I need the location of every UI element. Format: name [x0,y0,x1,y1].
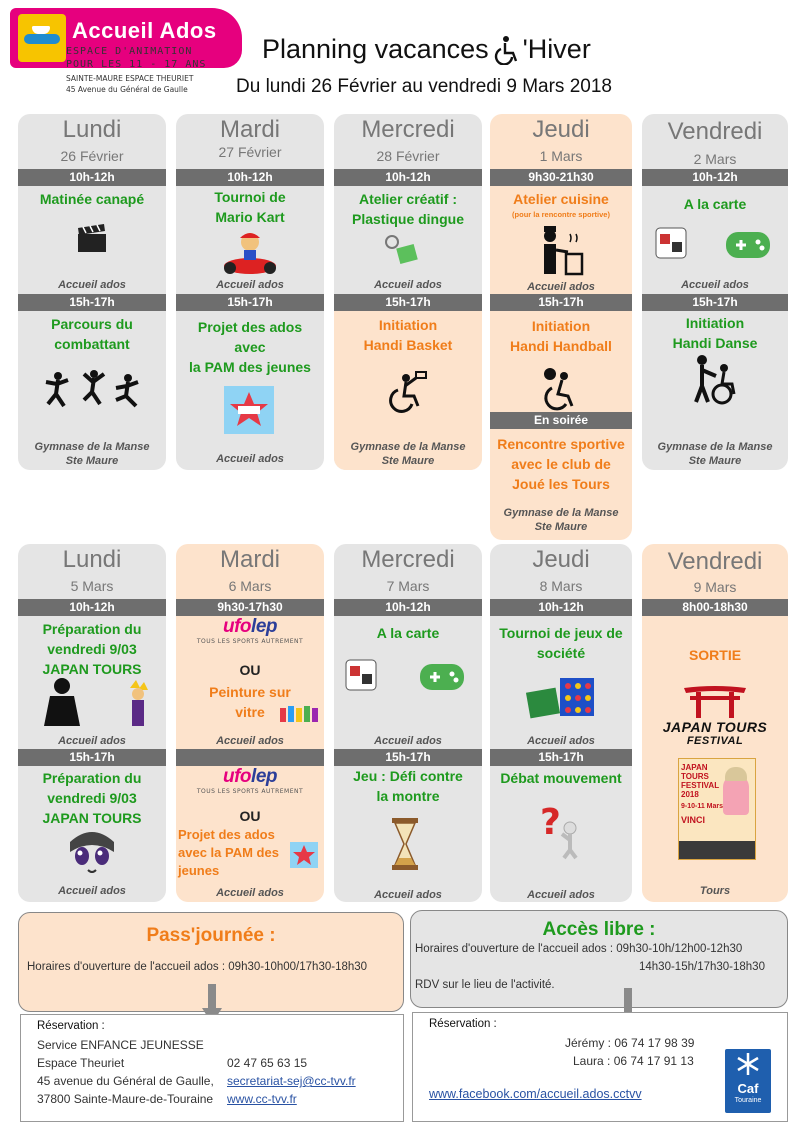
day-mardi-6 [176,544,324,902]
day-name: Jeudi [532,116,590,143]
day-date: 7 Mars [386,578,430,594]
am-activity: Tournoi de jeux de société [499,625,623,661]
pm-time-bar: 15h-17h [176,294,324,311]
logo-line-1: ESPACE D'ANIMATION [66,46,193,57]
jeremy-phone: Jérémy : 06 74 17 98 39 [565,1036,695,1050]
page-subtitle: Du lundi 26 Février au vendredi 9 Mars 2018 [236,76,612,97]
day-name: Vendredi [667,118,763,145]
am-location: Accueil ados [374,279,442,291]
acces-libre-panel [410,910,788,1008]
am-activity: Tournoi de Mario Kart [214,189,286,225]
am-activity: A la carte [683,196,747,212]
am-location: Accueil ados [527,735,595,747]
pm-activity: Initiation Handi Danse [672,315,758,351]
acces-libre-rdv: RDV sur le lieu de l'activité. [415,979,555,991]
plastique-dingue-icon [384,234,418,266]
day-jeudi-1 [490,114,632,540]
pam-jeunes-icon [224,386,274,434]
title-left: Planning vacances [262,34,489,64]
pm-time-bar: 15h-17h [18,749,166,766]
acces-libre-hours-1: Horaires d'ouverture de l'accueil ados : 09h30-10h/12h00-12h30 [415,943,743,955]
am-time-bar: 10h-12h [176,169,324,186]
am-location: Accueil ados [216,279,284,291]
pm-location: Gymnase de la Manse Ste Maure [657,441,773,467]
day-vendredi-9 [642,544,788,902]
pass-journee-title: Pass'journée : [146,925,276,946]
pm-location: Gymnase de la Manse Ste Maure [350,441,466,467]
day-name: Vendredi [667,548,763,575]
am-activity: A la carte [376,625,440,641]
am-time-bar: 10h-12h [334,169,482,186]
board-games-icon [526,674,598,720]
am-activity: Atelier créatif : Plastique dingue [351,191,464,227]
jumping-people-icon [42,370,142,414]
phone-number: 02 47 65 63 15 [227,1056,308,1070]
logo-title: Accueil Ados [72,18,217,43]
day-jeudi-8 [490,544,632,902]
evening-activity: Rencontre sportive avec le club de Joué les Tours [497,436,625,492]
handi-danse-icon [692,354,738,406]
am-activity: Atelier cuisine [513,191,609,207]
board-and-video-games-icon [654,224,774,264]
day-mardi-27 [176,114,324,470]
day-name: Mardi [219,546,280,573]
pm-activity: Jeu : Défi contre la montre [353,768,463,804]
chef-cooking-icon [538,222,584,278]
day-vendredi-2 [642,114,788,470]
day-date: 1 Mars [539,148,583,164]
ufolep-logo-pm: ufolep TOUS LES SPORTS AUTREMENT [196,766,304,795]
pm-time-bar: 15h-17h [18,294,166,311]
street-address: 45 avenue du Général de Gaulle, [37,1074,214,1088]
day-date: 28 Février [376,148,440,164]
service-name: Service ENFANCE JEUNESSE [37,1038,204,1052]
day-date: 8 Mars [539,578,583,594]
building-name: Espace Theuriet [37,1056,125,1070]
day-mercredi-28 [334,114,482,470]
reservation-label: Réservation : [429,1018,497,1030]
am-activity: Peinture sur vitre [209,684,291,720]
pass-journee-hours: Horaires d'ouverture de l'accueil ados : 09h30-10h00/17h30-18h30 [27,961,368,973]
pm-time-bar: 15h-17h [642,294,788,311]
clapperboard-icon [76,222,108,254]
day-name: Mercredi [361,546,455,573]
pm-location: Gymnase de la Manse Ste Maure [34,441,150,467]
mario-kart-icon [220,228,280,276]
day-lundi-26 [18,114,166,470]
pm-activity: Initiation Handi Handball [510,318,612,354]
am-location: Accueil ados [681,279,749,291]
pm-location: Accueil ados [374,889,442,901]
am-location: Accueil ados [58,735,126,747]
manga-face-icon [64,828,120,878]
am-location: Accueil ados [527,281,595,293]
day-name: Lundi [62,116,122,143]
reservation-left-box [20,1014,404,1122]
logo-line-2: POUR LES 11 - 17 ANS [66,59,207,70]
pm-time-bar: 15h-17h [334,749,482,766]
pm-location: Tours [699,885,731,897]
pm-time-bar: 15h-17h [490,294,632,311]
pm-activity: Préparation du vendredi 9/03 JAPAN TOURS [42,770,142,826]
or-separator: OU [239,662,261,678]
accueil-ados-logo [10,8,248,104]
am-activity: Matinée canapé [39,191,145,207]
day-date: 9 Mars [693,579,737,595]
pm-activity: Initiation Handi Basket [363,317,453,353]
day-date: 6 Mars [228,578,272,594]
title-right: 'Hiver [522,34,591,64]
pm-activity: Projet des ados avec la PAM des jeunes [189,319,311,375]
caf-snowflake-icon [725,1049,771,1079]
day-name: Mercredi [361,116,455,143]
handi-basket-icon [384,370,428,414]
am-time-bar: 10h-12h [642,169,788,186]
svg-text:?: ? [540,802,561,843]
day-date: 27 Février [218,144,282,160]
reservation-right-box [412,1012,788,1122]
logo-line-3: SAINTE-MAURE ESPACE THEURIET [66,74,194,83]
torii-gate-icon [682,684,748,718]
day-name: Lundi [62,546,122,573]
wheelchair-icon [491,35,521,65]
manga-characters-icon [40,676,150,730]
am-time-bar: 10h-12h [334,599,482,616]
evening-time-bar: En soirée [490,412,632,429]
sainte-maure-badge-icon [18,14,66,62]
am-note: (pour la rencontre sportive) [512,210,610,219]
hourglass-icon [390,818,420,870]
pam-jeunes-small-icon [290,842,318,868]
handi-handball-icon [536,366,584,412]
am-activity: SORTIE [688,647,742,663]
am-time-bar: 8h00-18h30 [642,599,788,616]
day-mercredi-7 [334,544,482,902]
am-time-bar: 9h30-21h30 [490,169,632,186]
japan-tours-logo: JAPAN TOURS FESTIVAL [662,719,768,747]
pm-time-bar [176,749,324,766]
day-lundi-5 [18,544,166,902]
acces-libre-hours-2: 14h30-15h/17h30-18h30 [639,961,765,973]
email-link[interactable]: secretariat-sej@cc-tvv.fr [227,1074,356,1088]
japan-tours-poster: JAPAN TOURS FESTIVAL 2018 9-10-11 Mars VINCI [678,758,756,860]
facebook-link[interactable]: www.facebook.com/accueil.ados.cctvv [429,1087,642,1101]
question-mark-person-icon [536,800,582,860]
day-name: Jeudi [532,546,590,573]
page-title [262,34,782,65]
am-location: Accueil ados [58,279,126,291]
day-date: 26 Février [60,148,124,164]
am-location: Accueil ados [216,735,284,747]
laura-phone: Laura : 06 74 17 91 13 [573,1054,694,1068]
city-address: 37800 Sainte-Maure-de-Touraine [37,1092,214,1106]
pm-location: Gymnase de la Manse Ste Maure [503,507,619,533]
day-date: 5 Mars [70,578,114,594]
pm-location: Accueil ados [58,885,126,897]
am-time-bar: 10h-12h [18,169,166,186]
website-link[interactable]: www.cc-tvv.fr [227,1092,297,1106]
acces-libre-title: Accès libre : [542,919,656,940]
caf-logo: Caf Touraine [725,1049,771,1113]
am-time-bar: 10h-12h [18,599,166,616]
or-separator-pm: OU [239,808,261,824]
ufolep-logo: ufolep TOUS LES SPORTS AUTREMENT [196,616,304,645]
paint-bottles-icon [278,700,320,724]
pm-time-bar: 15h-17h [490,749,632,766]
pm-activity: Parcours du combattant [51,316,133,352]
pm-activity: Projet des ados avec la PAM des jeunes [178,827,279,878]
am-activity: Préparation du vendredi 9/03 JAPAN TOURS [42,621,142,677]
am-location: Accueil ados [374,735,442,747]
am-time-bar: 9h30-17h30 [176,599,324,616]
day-date: 2 Mars [693,151,737,167]
day-name: Mardi [219,116,280,143]
pm-activity: Débat mouvement [500,770,622,786]
reservation-label: Réservation : [37,1020,105,1032]
board-and-video-games-icon [344,656,468,696]
logo-line-4: 45 Avenue du Général de Gaulle [66,85,188,94]
am-time-bar: 10h-12h [490,599,632,616]
pm-location: Accueil ados [216,887,284,899]
pm-location: Accueil ados [216,453,284,465]
pm-location: Accueil ados [527,889,595,901]
pm-time-bar: 15h-17h [334,294,482,311]
